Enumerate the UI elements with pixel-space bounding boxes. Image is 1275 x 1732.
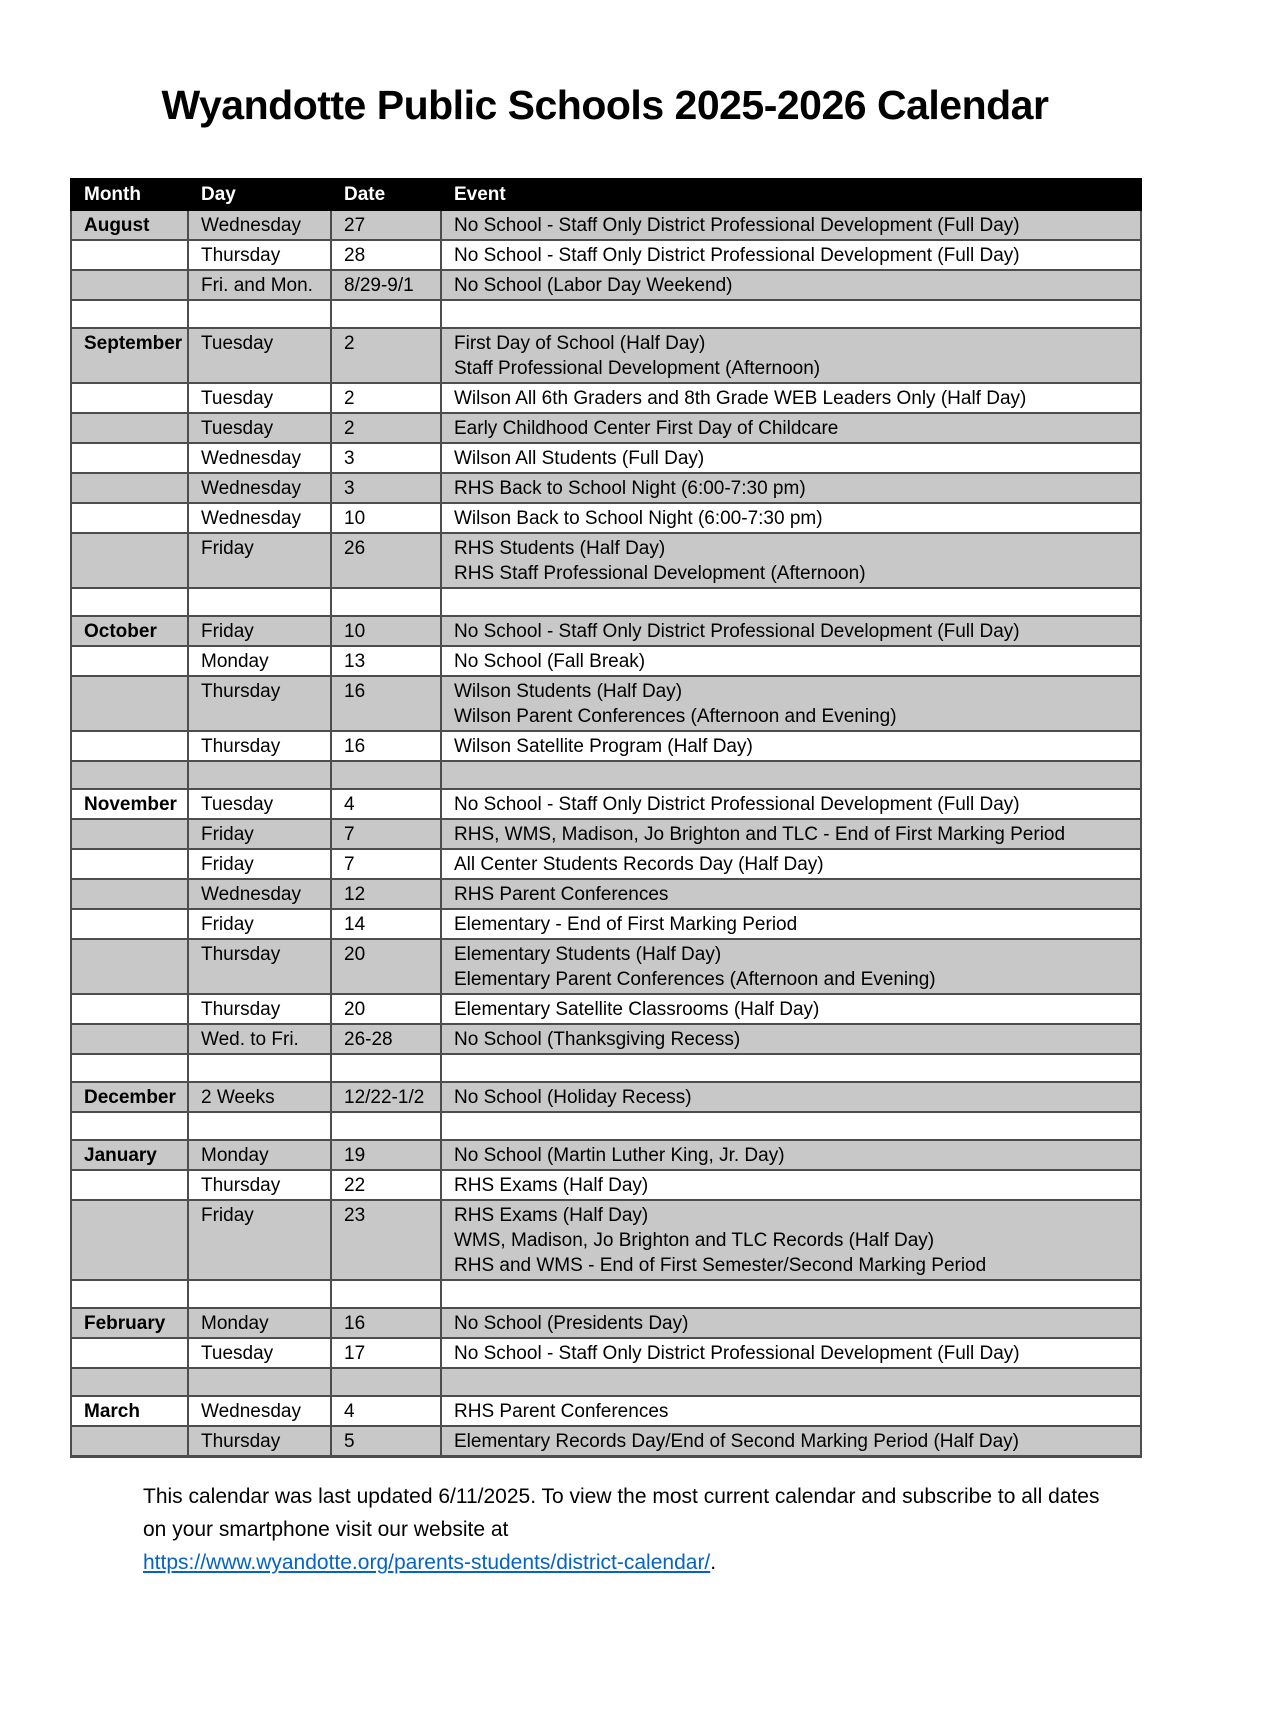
day-cell (188, 1054, 331, 1082)
district-calendar-link[interactable]: https://www.wyandotte.org/parents-students/district-calendar/ (143, 1551, 711, 1574)
calendar-row (71, 939, 1141, 994)
spacer-row (71, 1368, 1141, 1396)
day-cell (188, 761, 331, 789)
event-cell (441, 789, 1141, 819)
calendar-row (71, 443, 1141, 473)
date-cell: 2 (331, 328, 441, 383)
date-cell: 2 (331, 413, 441, 443)
month-cell (71, 588, 188, 616)
date-cell: 12 (331, 879, 441, 909)
header-day: Day (188, 179, 331, 210)
header-month: Month (71, 179, 188, 210)
month-cell (71, 300, 188, 328)
calendar-row (71, 413, 1141, 443)
month-cell: February (71, 1308, 188, 1338)
header-date: Date (331, 179, 441, 210)
date-cell: 10 (331, 616, 441, 646)
header-event: Event (441, 179, 1141, 210)
day-cell: Thursday (188, 676, 331, 731)
spacer-row (71, 761, 1141, 789)
event-line: RHS Staff Professional Development (Afternoon) (454, 563, 866, 584)
day-cell: Thursday (188, 994, 331, 1024)
day-cell: Thursday (188, 1426, 331, 1457)
day-cell: Friday (188, 819, 331, 849)
day-cell: Tuesday (188, 413, 331, 443)
day-cell: Friday (188, 616, 331, 646)
date-cell: 16 (331, 731, 441, 761)
date-cell: 26 (331, 533, 441, 588)
date-cell: 14 (331, 909, 441, 939)
date-cell: 16 (331, 676, 441, 731)
event-line: RHS Exams (Half Day) (454, 1205, 649, 1226)
day-cell: Friday (188, 1200, 331, 1280)
calendar-document (70, 82, 1140, 1579)
calendar-row (71, 909, 1141, 939)
event-line: No School (Martin Luther King, Jr. Day) (454, 1145, 785, 1166)
date-cell (331, 1112, 441, 1140)
calendar-table-body (71, 210, 1141, 1457)
footer-note (70, 1480, 1140, 1579)
day-cell: Wednesday (188, 1396, 331, 1426)
month-cell (71, 646, 188, 676)
event-line: No School (Thanksgiving Recess) (454, 1029, 741, 1050)
spacer-row (71, 1112, 1141, 1140)
event-line: RHS Parent Conferences (454, 1401, 669, 1422)
event-line: Wilson Parent Conferences (Afternoon and Evening) (454, 706, 897, 727)
event-cell (441, 1338, 1141, 1368)
event-cell (441, 1426, 1141, 1457)
event-line: RHS Back to School Night (6:00-7:30 pm) (454, 478, 806, 499)
event-line: No School (Holiday Recess) (454, 1087, 692, 1108)
calendar-row (71, 849, 1141, 879)
calendar-row (71, 240, 1141, 270)
calendar-row (71, 1338, 1141, 1368)
event-line: No School - Staff Only District Professional Development (Full Day) (454, 794, 1020, 815)
event-cell (441, 849, 1141, 879)
date-cell: 17 (331, 1338, 441, 1368)
month-cell (71, 731, 188, 761)
calendar-row (71, 994, 1141, 1024)
date-cell (331, 1368, 441, 1396)
event-line: Wilson All 6th Graders and 8th Grade WEB Leaders Only (Half Day) (454, 388, 1027, 409)
calendar-row (71, 731, 1141, 761)
event-line: RHS, WMS, Madison, Jo Brighton and TLC - End of First Marking Period (454, 824, 1066, 845)
day-cell: Friday (188, 533, 331, 588)
date-cell: 5 (331, 1426, 441, 1457)
month-cell (71, 533, 188, 588)
event-cell (441, 588, 1141, 616)
event-line: No School - Staff Only District Professional Development (Full Day) (454, 245, 1020, 266)
event-cell (441, 503, 1141, 533)
date-cell: 3 (331, 473, 441, 503)
event-cell (441, 1140, 1141, 1170)
month-cell: October (71, 616, 188, 646)
month-cell: March (71, 1396, 188, 1426)
event-line: Wilson Satellite Program (Half Day) (454, 736, 753, 757)
event-line: All Center Students Records Day (Half Day) (454, 854, 824, 875)
event-cell (441, 1396, 1141, 1426)
day-cell (188, 1112, 331, 1140)
date-cell (331, 588, 441, 616)
date-cell: 20 (331, 939, 441, 994)
event-line: Elementary Students (Half Day) (454, 944, 722, 965)
event-cell (441, 328, 1141, 383)
calendar-row (71, 646, 1141, 676)
event-cell (441, 240, 1141, 270)
calendar-row (71, 270, 1141, 300)
month-cell (71, 1024, 188, 1054)
event-line: Elementary Records Day/End of Second Marking Period (Half Day) (454, 1431, 1019, 1452)
day-cell: Monday (188, 646, 331, 676)
month-cell (71, 1338, 188, 1368)
date-cell: 8/29-9/1 (331, 270, 441, 300)
day-cell: Monday (188, 1308, 331, 1338)
month-cell (71, 1170, 188, 1200)
footer-line-2: on your smartphone visit our website at (143, 1518, 509, 1541)
event-cell (441, 1054, 1141, 1082)
event-cell (441, 473, 1141, 503)
month-cell (71, 270, 188, 300)
event-cell (441, 819, 1141, 849)
day-cell: Thursday (188, 240, 331, 270)
footer-line-1: This calendar was last updated 6/11/2025. To view the most current calendar and subscribe to all dates (143, 1485, 1100, 1508)
date-cell: 16 (331, 1308, 441, 1338)
event-cell (441, 994, 1141, 1024)
calendar-table (70, 178, 1142, 1458)
event-line: No School - Staff Only District Professional Development (Full Day) (454, 621, 1020, 642)
month-cell (71, 879, 188, 909)
event-cell (441, 1280, 1141, 1308)
event-cell (441, 1200, 1141, 1280)
event-cell (441, 676, 1141, 731)
event-line: No School - Staff Only District Professional Development (Full Day) (454, 1343, 1020, 1364)
date-cell: 13 (331, 646, 441, 676)
month-cell (71, 240, 188, 270)
spacer-row (71, 588, 1141, 616)
calendar-row (71, 1082, 1141, 1112)
date-cell: 27 (331, 210, 441, 240)
event-cell (441, 939, 1141, 994)
event-cell (441, 731, 1141, 761)
day-cell: Tuesday (188, 1338, 331, 1368)
day-cell: Monday (188, 1140, 331, 1170)
event-cell (441, 1368, 1141, 1396)
month-cell (71, 1054, 188, 1082)
day-cell: Wednesday (188, 210, 331, 240)
calendar-row (71, 676, 1141, 731)
month-cell (71, 473, 188, 503)
event-cell (441, 533, 1141, 588)
calendar-row (71, 328, 1141, 383)
month-cell (71, 1426, 188, 1457)
event-line: Wilson Students (Half Day) (454, 681, 683, 702)
calendar-row (71, 473, 1141, 503)
calendar-row (71, 1170, 1141, 1200)
month-cell (71, 909, 188, 939)
month-cell (71, 1112, 188, 1140)
month-cell (71, 994, 188, 1024)
month-cell (71, 676, 188, 731)
event-line: No School (Labor Day Weekend) (454, 275, 733, 296)
event-cell (441, 270, 1141, 300)
calendar-row (71, 503, 1141, 533)
date-cell: 22 (331, 1170, 441, 1200)
date-cell: 7 (331, 819, 441, 849)
month-cell (71, 503, 188, 533)
event-cell (441, 879, 1141, 909)
date-cell: 12/22-1/2 (331, 1082, 441, 1112)
event-cell (441, 761, 1141, 789)
date-cell (331, 1054, 441, 1082)
date-cell: 4 (331, 1396, 441, 1426)
date-cell: 2 (331, 383, 441, 413)
calendar-row (71, 210, 1141, 240)
calendar-row (71, 1426, 1141, 1457)
day-cell: Fri. and Mon. (188, 270, 331, 300)
date-cell: 10 (331, 503, 441, 533)
event-line: No School - Staff Only District Professional Development (Full Day) (454, 215, 1020, 236)
month-cell (71, 1200, 188, 1280)
day-cell (188, 300, 331, 328)
event-line: Elementary - End of First Marking Period (454, 914, 798, 935)
day-cell: Wednesday (188, 503, 331, 533)
date-cell: 26-28 (331, 1024, 441, 1054)
event-cell (441, 909, 1141, 939)
event-line: Elementary Parent Conferences (Afternoon and Evening) (454, 969, 936, 990)
table-header-row (71, 179, 1141, 210)
footer-period: . (710, 1551, 717, 1574)
day-cell: Thursday (188, 1170, 331, 1200)
day-cell: Wednesday (188, 473, 331, 503)
month-cell (71, 761, 188, 789)
event-line: No School (Fall Break) (454, 651, 646, 672)
event-cell (441, 443, 1141, 473)
day-cell: Tuesday (188, 789, 331, 819)
event-line: First Day of School (Half Day) (454, 333, 706, 354)
event-line: Wilson All Students (Full Day) (454, 448, 705, 469)
footer-line-3 (143, 1546, 1140, 1579)
date-cell: 7 (331, 849, 441, 879)
month-cell (71, 1368, 188, 1396)
calendar-row (71, 819, 1141, 849)
day-cell: Thursday (188, 731, 331, 761)
day-cell: Friday (188, 849, 331, 879)
event-cell (441, 210, 1141, 240)
month-cell: November (71, 789, 188, 819)
date-cell: 19 (331, 1140, 441, 1170)
event-line: Wilson Back to School Night (6:00-7:30 pm) (454, 508, 823, 529)
event-cell (441, 1082, 1141, 1112)
day-cell: Thursday (188, 939, 331, 994)
day-cell (188, 1368, 331, 1396)
month-cell (71, 413, 188, 443)
event-line: RHS Parent Conferences (454, 884, 669, 905)
spacer-row (71, 300, 1141, 328)
month-cell (71, 939, 188, 994)
calendar-row (71, 533, 1141, 588)
day-cell: Friday (188, 909, 331, 939)
event-cell (441, 383, 1141, 413)
event-line: Early Childhood Center First Day of Childcare (454, 418, 839, 439)
day-cell: Wed. to Fri. (188, 1024, 331, 1054)
event-cell (441, 300, 1141, 328)
date-cell: 28 (331, 240, 441, 270)
day-cell: Wednesday (188, 879, 331, 909)
event-line: Elementary Satellite Classrooms (Half Day) (454, 999, 820, 1020)
date-cell: 23 (331, 1200, 441, 1280)
date-cell: 20 (331, 994, 441, 1024)
calendar-row (71, 879, 1141, 909)
event-cell (441, 413, 1141, 443)
date-cell (331, 1280, 441, 1308)
calendar-row (71, 1308, 1141, 1338)
event-cell (441, 1112, 1141, 1140)
spacer-row (71, 1280, 1141, 1308)
day-cell: Wednesday (188, 443, 331, 473)
event-cell (441, 1170, 1141, 1200)
month-cell (71, 849, 188, 879)
month-cell (71, 1280, 188, 1308)
day-cell: Tuesday (188, 383, 331, 413)
month-cell: September (71, 328, 188, 383)
month-cell (71, 819, 188, 849)
date-cell (331, 300, 441, 328)
month-cell: August (71, 210, 188, 240)
month-cell (71, 383, 188, 413)
month-cell: December (71, 1082, 188, 1112)
date-cell: 3 (331, 443, 441, 473)
day-cell: Tuesday (188, 328, 331, 383)
calendar-row (71, 383, 1141, 413)
calendar-row (71, 1396, 1141, 1426)
month-cell (71, 443, 188, 473)
day-cell: 2 Weeks (188, 1082, 331, 1112)
page-title: Wyandotte Public Schools 2025-2026 Calendar (161, 82, 1049, 128)
event-line: RHS Exams (Half Day) (454, 1175, 649, 1196)
calendar-row (71, 1140, 1141, 1170)
event-line: No School (Presidents Day) (454, 1313, 689, 1334)
spacer-row (71, 1054, 1141, 1082)
event-line: WMS, Madison, Jo Brighton and TLC Records (Half Day) (454, 1230, 935, 1251)
day-cell (188, 588, 331, 616)
calendar-row (71, 1200, 1141, 1280)
event-line: Staff Professional Development (Afternoon) (454, 358, 821, 379)
date-cell: 4 (331, 789, 441, 819)
event-cell (441, 646, 1141, 676)
event-cell (441, 1308, 1141, 1338)
event-cell (441, 1024, 1141, 1054)
event-line: RHS Students (Half Day) (454, 538, 666, 559)
date-cell (331, 761, 441, 789)
event-cell (441, 616, 1141, 646)
calendar-row (71, 789, 1141, 819)
day-cell (188, 1280, 331, 1308)
event-line: RHS and WMS - End of First Semester/Second Marking Period (454, 1255, 987, 1276)
month-cell: January (71, 1140, 188, 1170)
calendar-row (71, 1024, 1141, 1054)
calendar-row (71, 616, 1141, 646)
